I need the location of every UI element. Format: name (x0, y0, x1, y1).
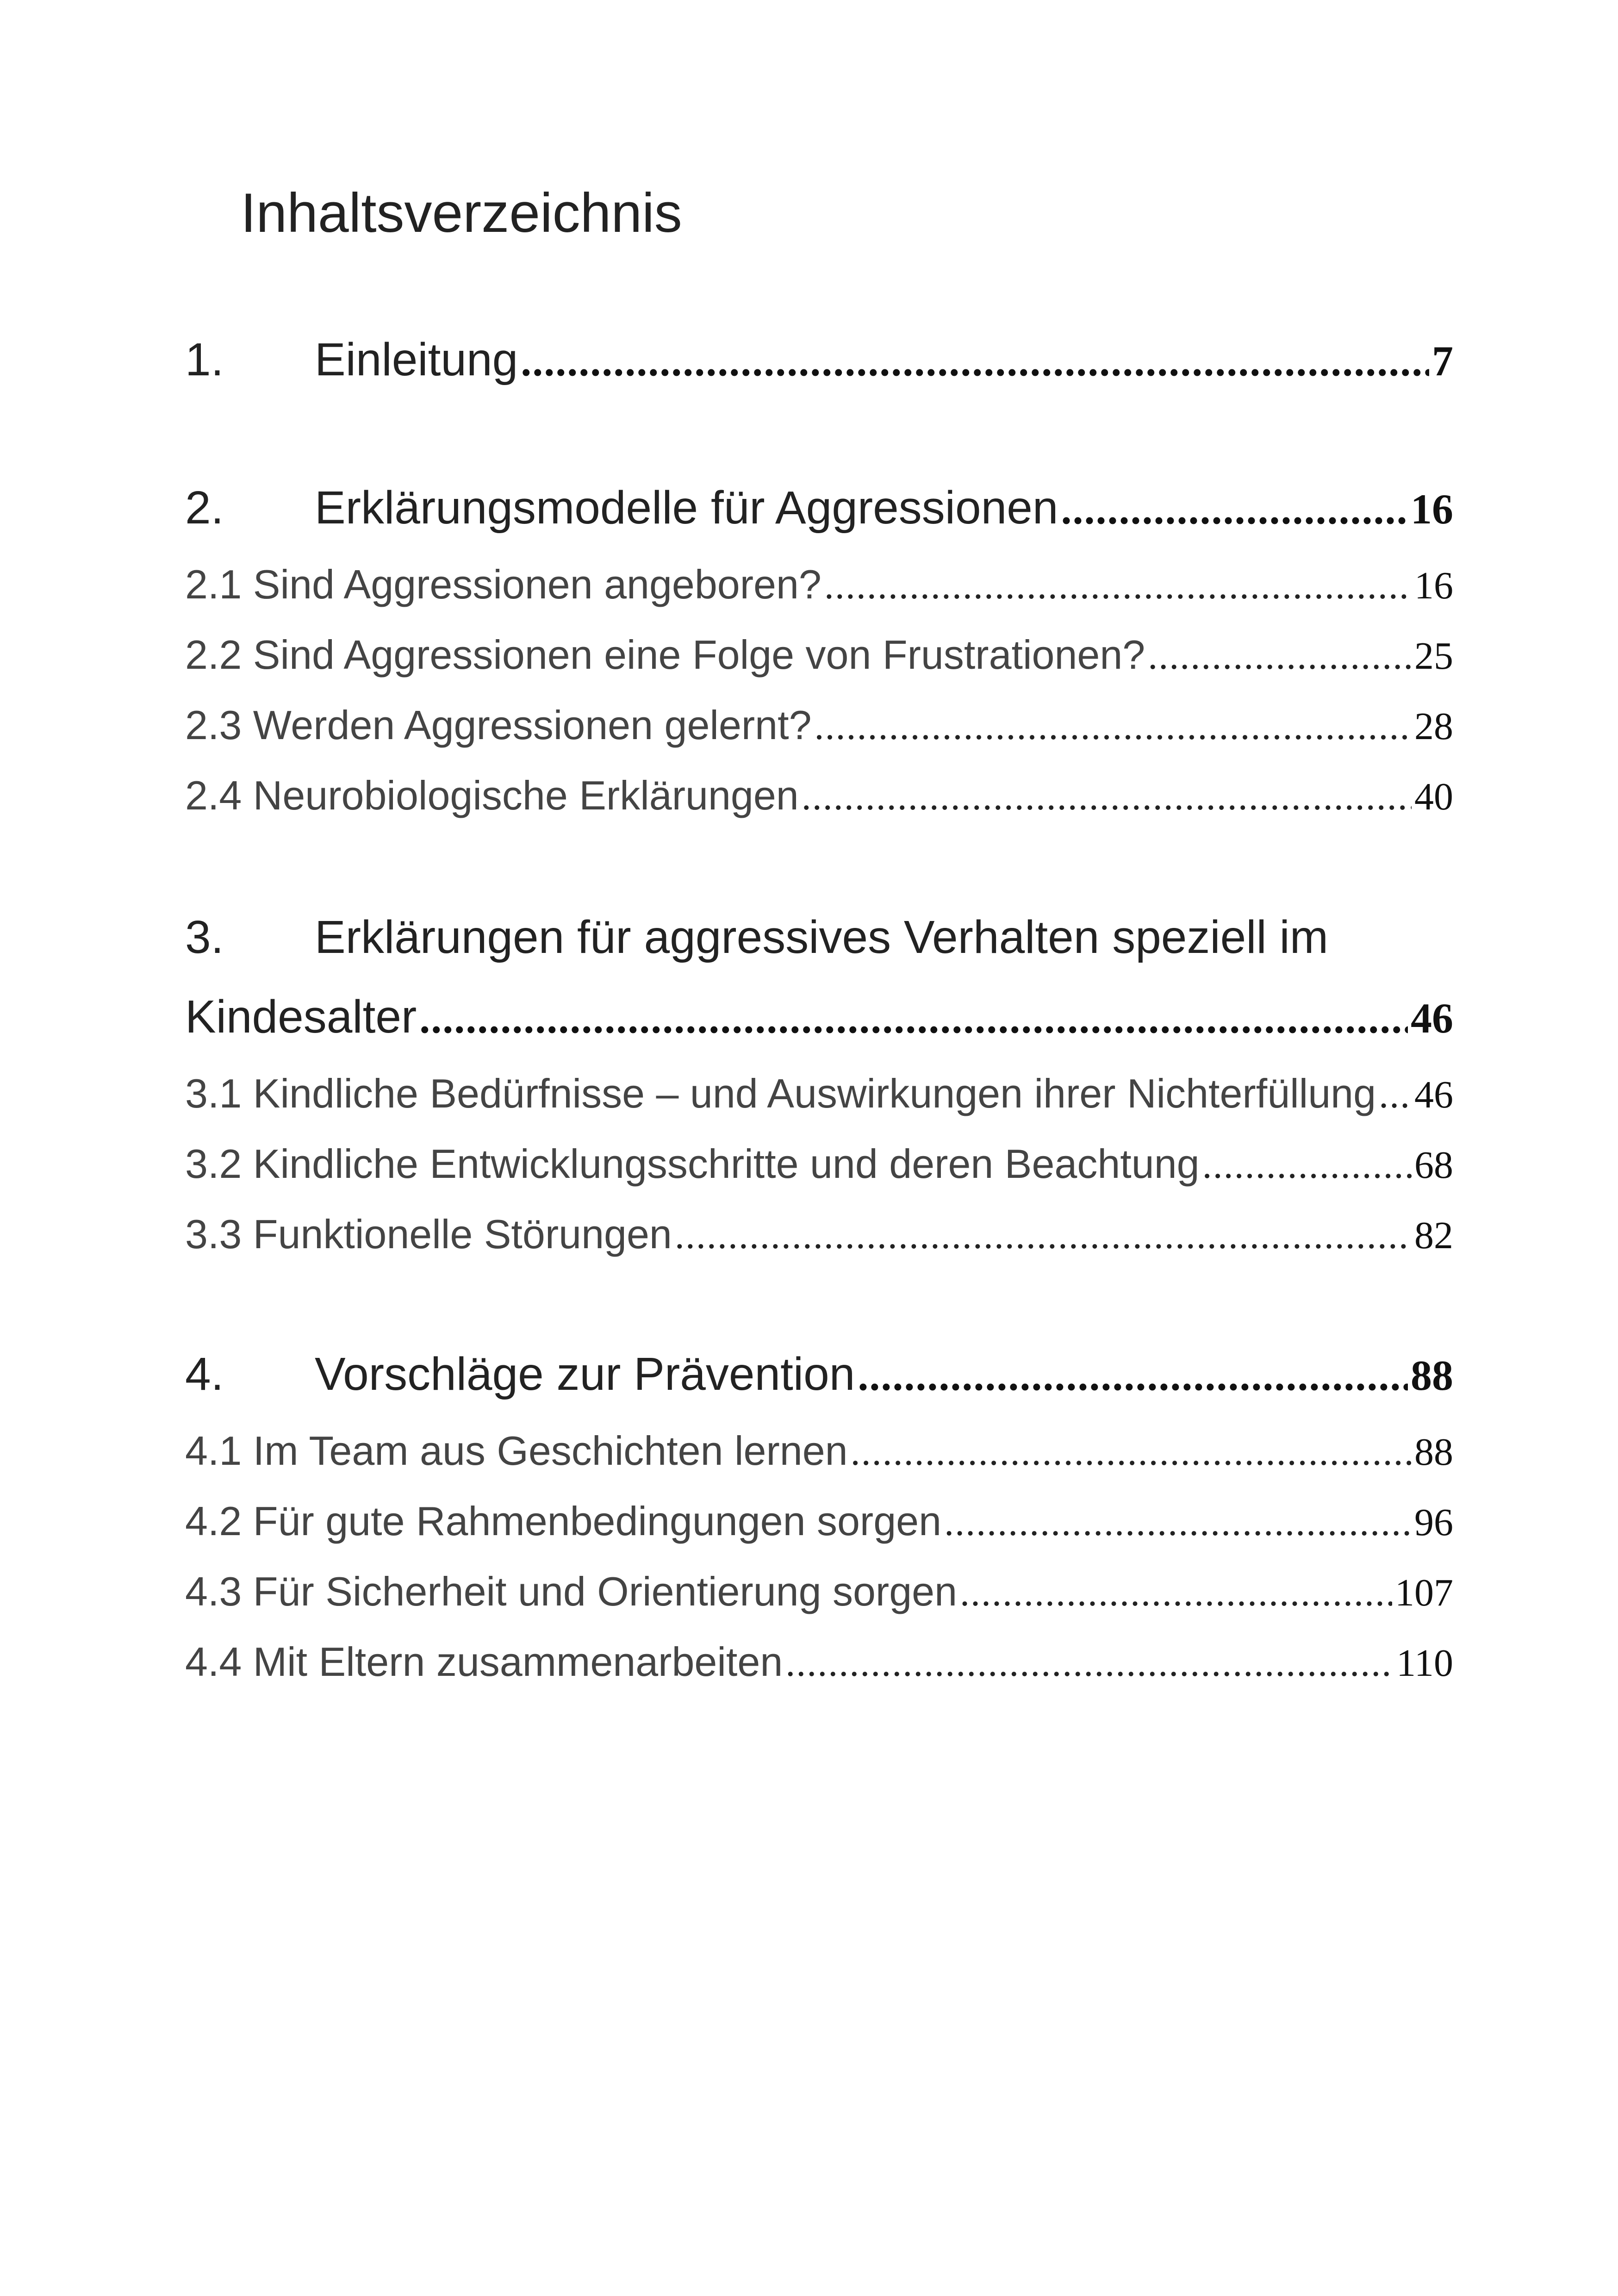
toc-section-2-1[interactable] (185, 561, 1453, 608)
toc-section-3-2[interactable] (185, 1140, 1453, 1188)
toc-leader-dots (521, 336, 1429, 386)
toc-chapter-label (185, 333, 518, 386)
toc-page-number: 110 (1396, 1642, 1453, 1685)
toc-leader-dots (675, 1213, 1412, 1258)
toc-section-title: 3.1 Kindliche Bedürfnisse – und Auswirkungen ihrer Nichterfüllung (185, 1070, 1376, 1116)
toc-page-number: 88 (1411, 1352, 1453, 1399)
toc-leader-dots (785, 1641, 1394, 1686)
toc-chapter-3-line-1[interactable] (185, 911, 1328, 964)
toc-leader-dots (802, 774, 1412, 819)
toc-chapter-number: 4. (185, 1348, 224, 1400)
toc-section-title: 2.1 Sind Aggressionen angeboren? (185, 561, 821, 607)
toc-section-title: 4.3 Für Sicherheit und Orientierung sorgen (185, 1568, 958, 1614)
toc-section-title: 2.4 Neurobiologische Erklärungen (185, 772, 799, 818)
toc-page-number: 25 (1414, 635, 1453, 678)
toc-page-number: 107 (1395, 1571, 1453, 1614)
toc-section-title: 3.2 Kindliche Entwicklungsschritte und deren Beachtung (185, 1141, 1200, 1187)
toc-section-title: 2.2 Sind Aggressionen eine Folge von Frustrationen? (185, 632, 1145, 678)
toc-chapter-number: 2. (185, 482, 224, 534)
toc-section-3-1[interactable] (185, 1070, 1453, 1117)
toc-leader-dots (851, 1430, 1412, 1475)
toc-section-4-4[interactable] (185, 1638, 1453, 1686)
toc-leader-dots (960, 1570, 1392, 1615)
toc-page-number: 46 (1411, 995, 1453, 1042)
toc-section-2-4[interactable] (185, 772, 1453, 819)
toc-section-3-3[interactable] (185, 1211, 1453, 1258)
toc-page-number: 7 (1432, 337, 1453, 385)
toc-leader-dots (824, 563, 1412, 608)
toc-chapter-number: 3. (185, 911, 224, 963)
toc-section-title: 4.4 Mit Eltern zusammenarbeiten (185, 1639, 783, 1685)
toc-chapter-label (185, 1348, 855, 1401)
toc-page-number: 96 (1414, 1501, 1453, 1544)
toc-chapter-1[interactable] (185, 333, 1453, 386)
toc-leader-dots (1379, 1072, 1412, 1117)
toc-leader-dots (1148, 634, 1412, 678)
toc-chapter-number: 1. (185, 334, 224, 386)
toc-section-2-3[interactable] (185, 702, 1453, 749)
toc-section-4-3[interactable] (185, 1568, 1453, 1615)
toc-chapter-label (185, 481, 1058, 535)
toc-section-4-1[interactable] (185, 1427, 1453, 1475)
toc-chapter-title-continued: Kindesalter (185, 991, 417, 1043)
toc-section-2-2[interactable] (185, 631, 1453, 678)
toc-chapter-title: Einleitung (315, 334, 518, 386)
toc-page-number: 16 (1414, 564, 1453, 607)
toc-leader-dots (858, 1351, 1408, 1400)
toc-section-4-2[interactable] (185, 1498, 1453, 1545)
toc-chapter-3[interactable] (185, 990, 1453, 1044)
toc-leader-dots (419, 994, 1408, 1043)
toc-section-title: 4.2 Für gute Rahmenbedingungen sorgen (185, 1498, 942, 1544)
toc-chapter-title: Vorschläge zur Prävention (315, 1348, 855, 1400)
toc-page-number: 46 (1414, 1073, 1453, 1116)
toc-section-title: 3.3 Funktionelle Störungen (185, 1211, 672, 1257)
toc-page-number: 68 (1414, 1144, 1453, 1187)
toc-leader-dots (944, 1500, 1412, 1545)
toc-section-title: 2.3 Werden Aggressionen gelernt? (185, 702, 812, 748)
toc-leader-dots (815, 704, 1412, 749)
toc-page-number: 82 (1414, 1214, 1453, 1257)
toc-page-number: 40 (1414, 775, 1453, 818)
toc-chapter-2[interactable] (185, 481, 1453, 535)
toc-page-number: 16 (1411, 485, 1453, 533)
toc-chapter-title: Erklärungsmodelle für Aggressionen (315, 482, 1058, 534)
toc-leader-dots (1202, 1143, 1412, 1188)
toc-chapter-title: Erklärungen für aggressives Verhalten speziell im (315, 911, 1328, 963)
toc-chapter-4[interactable] (185, 1348, 1453, 1401)
toc-leader-dots (1061, 485, 1408, 534)
toc-page-number: 28 (1414, 705, 1453, 748)
toc-section-title: 4.1 Im Team aus Geschichten lernen (185, 1428, 848, 1474)
page-title: Inhaltsverzeichnis (241, 182, 682, 244)
toc-page-number: 88 (1414, 1431, 1453, 1474)
